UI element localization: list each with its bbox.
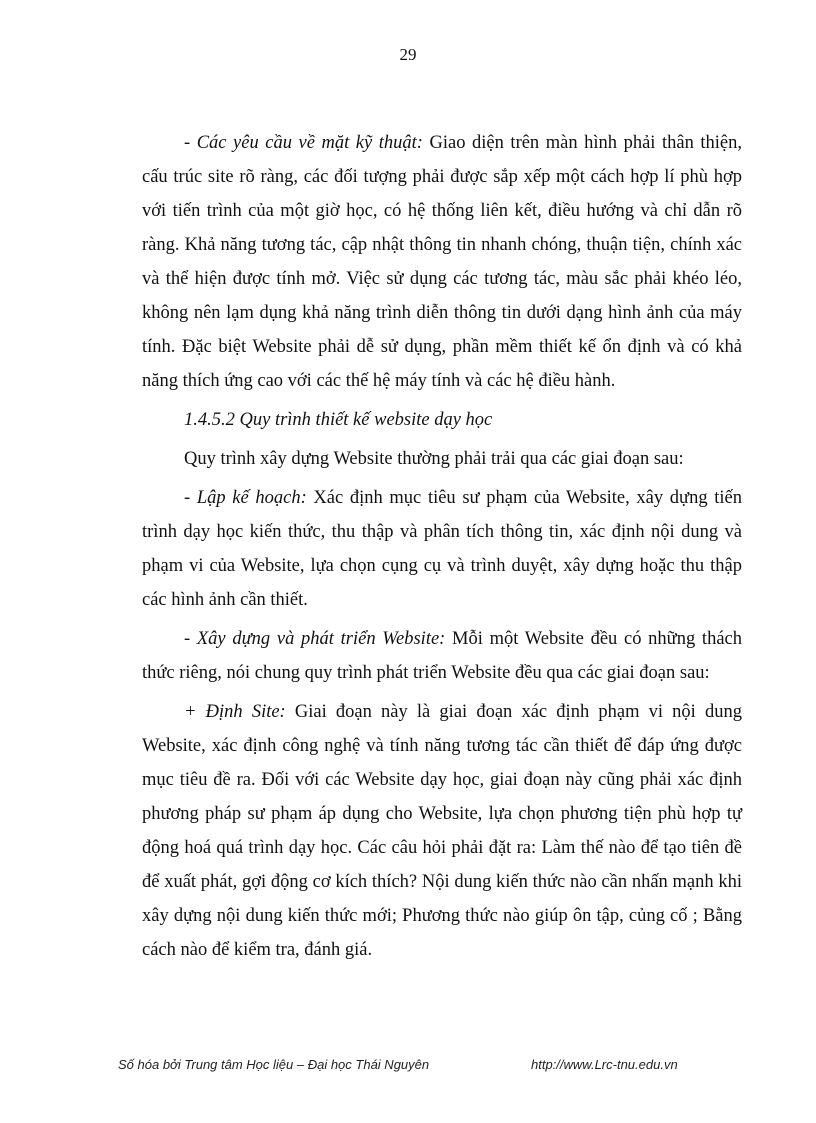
- section-heading: 1.4.5.2 Quy trình thiết kế website dạy học: [184, 410, 493, 430]
- document-body: [142, 126, 742, 967]
- paragraph-planning: [142, 481, 742, 617]
- footer-source: Số hóa bởi Trung tâm Học liệu – Đại học Thái Nguyên: [118, 1057, 430, 1072]
- paragraph-lead: + Định Site:: [184, 702, 286, 722]
- paragraph-lead: - Các yêu cầu về mặt kỹ thuật:: [184, 133, 423, 153]
- paragraph-development: [142, 622, 742, 690]
- paragraph-text: Xác định mục tiêu sư phạm của Website, xây dựng tiến trình dạy học kiến thức, thu thập và phân tích thông tin, xác định nội dung và phạm vi của Website, lựa chọn cụng cụ và trình duyệt, xây dựng hoặc thu thập các hình ảnh cần thiết.: [142, 488, 742, 610]
- page-number: 29: [399, 45, 417, 64]
- paragraph-technical-requirements: [142, 126, 742, 398]
- paragraph-text: Mỗi một Website đều có những thách thức riêng, nói chung quy trình phát triển Website đều qua các giai đoạn sau:: [142, 629, 742, 683]
- paragraph-lead: - Xây dựng và phát triển Website:: [184, 629, 446, 649]
- paragraph-text: Giai đoạn này là giai đoạn xác định phạm vi nội dung Website, xác định công nghệ và tính năng tương tác cần thiết để đáp ứng được mục tiêu đề ra. Đối với các Website dạy học, giai đoạn này cũng phải xác định phương pháp sư phạm áp dụng cho Website, lựa chọn phương tiện phù hợp tự động hoá quá trình dạy học. Các câu hỏi phải đặt ra: Làm thế nào để tạo tiên đề để xuất phát, gợi động cơ kích thích? Nội dung kiến thức nào cần nhấn mạnh khi xây dựng nội dung kiến thức mới; Phương thức nào giúp ôn tập, củng cố ; Bằng cách nào để kiểm tra, đánh giá.: [142, 702, 742, 960]
- paragraph-lead: - Lập kế hoạch:: [184, 488, 307, 508]
- paragraph-define-site: [142, 695, 742, 967]
- footer-url: http://www.Lrc-tnu.edu.vn: [531, 1057, 678, 1072]
- paragraph-text: Giao diện trên màn hình phải thân thiện, cấu trúc site rõ ràng, các đối tượng phải được sắp xếp một cách hợp lí phù hợp với tiến trình của một giờ học, có hệ thống liên kết, điều hướng và chỉ dẫn rõ ràng. Khả năng tương tác, cập nhật thông tin nhanh chóng, thuận tiện, chính xác và thể hiện được tính mở. Việc sử dụng các tương tác, màu sắc phải khéo léo, không nên lạm dụng khả năng trình diễn thông tin dưới dạng hình ảnh của máy tính. Đặc biệt Website phải dễ sử dụng, phần mềm thiết kế ổn định và có khả năng thích ứng cao với các thế hệ máy tính và các hệ điều hành.: [142, 133, 742, 391]
- paragraph-intro: Quy trình xây dựng Website thường phải trải qua các giai đoạn sau:: [184, 449, 684, 469]
